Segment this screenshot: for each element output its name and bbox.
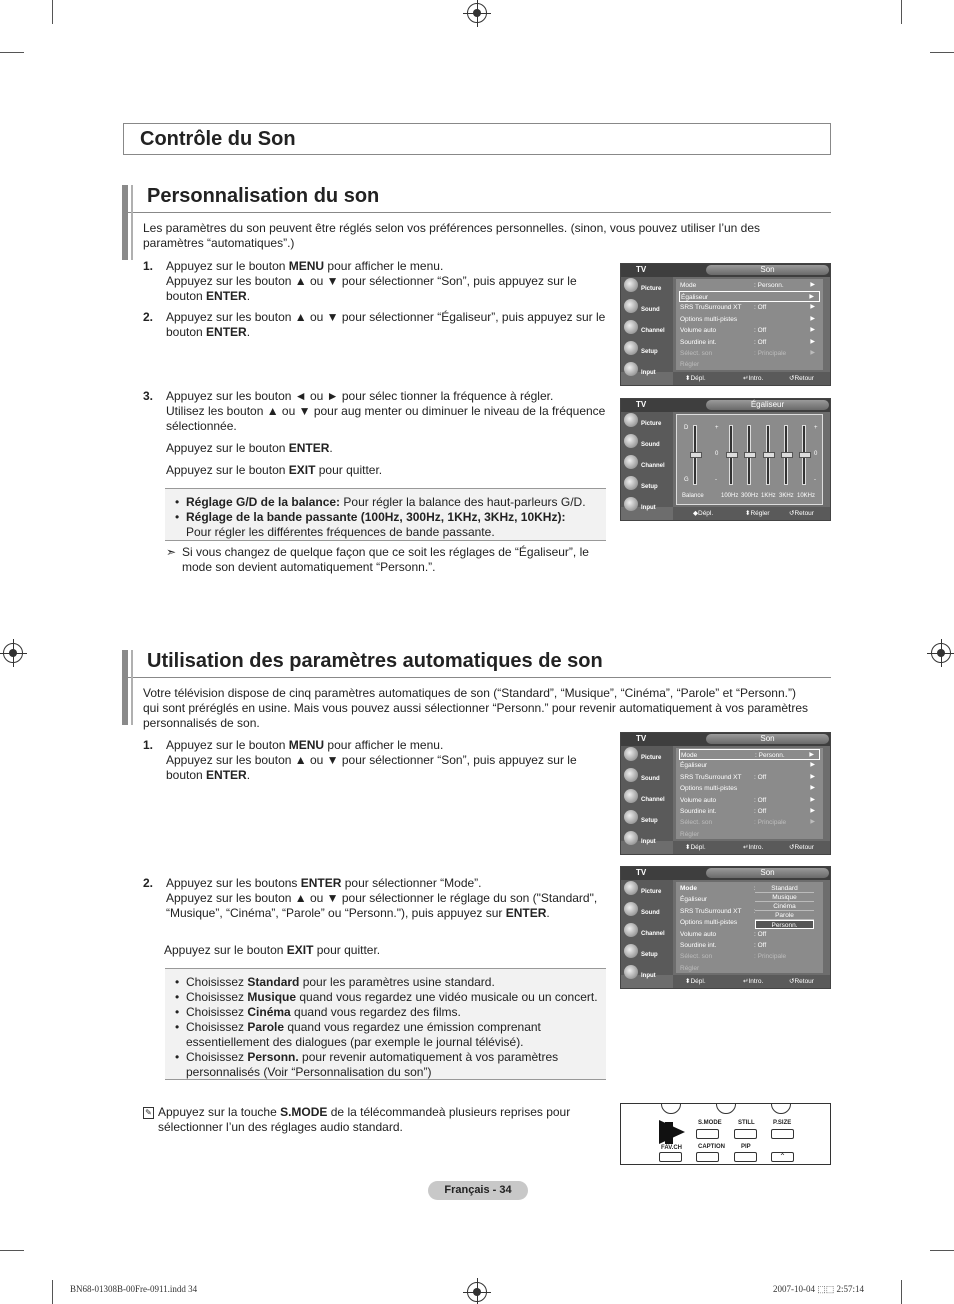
- crop-mark: [930, 52, 954, 53]
- osd-row: Volume auto : Off: [680, 931, 767, 938]
- channel-icon: [624, 789, 638, 803]
- eq-label: 0: [814, 451, 818, 457]
- osd-title: Son: [706, 265, 829, 275]
- osd-side-label: Sound: [641, 910, 660, 916]
- pip-button: [734, 1152, 757, 1162]
- osd-row: SRS TruSurround XT: [680, 908, 742, 915]
- note-item: • Choisissez Musique quand vous regardez une vidéo musicale ou un concert.: [175, 990, 598, 1005]
- registration-mark-icon: [931, 643, 951, 663]
- mode-dropdown: [755, 884, 814, 929]
- remote-label: PIP: [741, 1144, 751, 1150]
- osd-row: Volume auto : Off ▶: [680, 327, 815, 334]
- step-text: Appuyez sur les bouton ◄ ou ► pour sélec tionner la fréquence à régler. Utilisez les bouton ▲ ou ▼ pour aug menter ou diminuer le niveau de la fréquence sélectionnée.: [166, 389, 606, 433]
- footer-file-info: BN68-01308B-00Fre-0911.indd 34: [70, 1284, 198, 1294]
- osd-title: Son: [706, 868, 829, 878]
- note-box: [165, 968, 606, 1080]
- osd-footer: ⬍ Dépl. ↵ Intro. ↺ Retour: [673, 975, 830, 988]
- step-number: 1.: [143, 259, 154, 273]
- still-button: [734, 1129, 757, 1139]
- input-icon: [624, 362, 638, 376]
- eq-band-label: 300Hz: [741, 493, 759, 499]
- note-item: • Réglage de la bande passante (100Hz, 300Hz, 1KHz, 3KHz, 10KHz): Pour régler les différentes fréquences de bande passante.: [175, 510, 598, 540]
- section-header: [122, 185, 831, 213]
- step-text: Appuyez sur les boutons ENTER pour sélectionner “Mode”. Appuyez sur les bouton ▲ ou ▼ pour sélectionner le réglage du son ("Standard", “Musique”, “Cinéma”, “Parole” ou “Personn."), puis appuyez sur ENTER.: [166, 876, 598, 920]
- eq-label: -: [814, 477, 816, 483]
- equalizer-panel: [676, 414, 823, 505]
- osd-title: Égaliseur: [706, 400, 829, 410]
- section-title: Utilisation des paramètres automatiques de son: [147, 650, 603, 672]
- mode-option-selected: Personn.: [755, 920, 814, 929]
- favch-button: [659, 1152, 682, 1162]
- balance-slider: [693, 425, 697, 485]
- osd-side-label: Input: [641, 370, 656, 376]
- remote-label: FAV.CH: [661, 1145, 683, 1151]
- sound-icon: [624, 434, 638, 448]
- osd-side-label: Sound: [641, 442, 660, 448]
- osd-side-label: Channel: [641, 797, 665, 803]
- remote-label: P.SIZE: [773, 1120, 792, 1126]
- tip-arrow-icon: ➣: [166, 545, 177, 559]
- remote-round-button: [661, 1103, 681, 1114]
- step-text: Appuyez sur le bouton ENTER.: [166, 441, 333, 455]
- osd-side-label: Setup: [641, 349, 658, 355]
- eq-band-label: 10KHz: [797, 493, 816, 499]
- page-number: Français - 34: [428, 1181, 528, 1200]
- osd-panel: [676, 279, 823, 370]
- remote-label: S.MODE: [698, 1120, 722, 1126]
- eq-label: D: [684, 425, 689, 431]
- tip-text: Si vous changez de quelque façon que ce soit les réglages de “Égaliseur”, le mode son devient automatiquement “Personn.”.: [182, 545, 589, 574]
- registration-mark-icon: [467, 3, 487, 23]
- osd-side-label: Channel: [641, 931, 665, 937]
- step-number: 3.: [143, 389, 154, 403]
- osd-tv-label: TV: [636, 868, 647, 877]
- section-title: Personnalisation du son: [147, 185, 380, 207]
- picture-icon: [624, 278, 638, 292]
- osd-row: SRS TruSurround XT : Off ▶: [680, 774, 815, 781]
- osd-row: Options multi-pistes ▶: [680, 785, 815, 792]
- crop-mark: [901, 1280, 902, 1304]
- osd-row: Égaliseur ▶: [679, 291, 820, 302]
- osd-row: SRS TruSurround XT : Off ▶: [680, 304, 815, 311]
- section-intro: Les paramètres du son peuvent être réglés selon vos préférences personnelles. (sinon, vous pouvez utiliser l’un des paramètres “automatiques”.): [143, 221, 761, 250]
- step-text: Appuyez sur le bouton MENU pour afficher le menu. Appuyez sur les bouton ▲ ou ▼ pour sélectionner “Son”, puis appuyez sur le bouton ENTER.: [166, 738, 577, 782]
- note-item: • Réglage G/D de la balance: Pour régler la balance des haut-parleurs G/D.: [175, 495, 598, 510]
- eq-label: G: [684, 477, 689, 483]
- osd-side-label: Sound: [641, 307, 660, 313]
- step-number: 2.: [143, 876, 154, 890]
- osd-row: Sélect. son : Principale: [680, 953, 787, 960]
- osd-side-label: Input: [641, 505, 656, 511]
- picture-icon: [624, 747, 638, 761]
- osd-side-label: Setup: [641, 818, 658, 824]
- mode-option: Cinéma: [755, 902, 814, 911]
- tv-mode-dropdown-screenshot: [620, 866, 831, 989]
- sound-icon: [624, 902, 638, 916]
- remote-label: CAPTION: [698, 1144, 725, 1150]
- osd-row: Sourdine int. : Off ▶: [680, 808, 815, 815]
- osd-row: Égaliseur: [680, 896, 708, 903]
- osd-row: Sourdine int. : Off: [680, 942, 767, 949]
- osd-row: Régler: [680, 361, 700, 368]
- setup-icon: [624, 476, 638, 490]
- osd-row: Régler: [680, 831, 700, 838]
- band-slider-3khz: [784, 425, 788, 485]
- osd-row: Sélect. son : Principale ▶: [680, 350, 815, 357]
- osd-row: Mode : Personn. ▶: [679, 749, 820, 760]
- osd-row: Sélect. son : Principale ▶: [680, 819, 815, 826]
- chevron-up-icon: ⌃: [771, 1152, 794, 1162]
- osd-tv-label: TV: [636, 265, 647, 274]
- channel-icon: [624, 455, 638, 469]
- osd-sidebar: [621, 880, 673, 979]
- band-slider-1khz: [766, 425, 770, 485]
- input-icon: [624, 965, 638, 979]
- chapter-title: Contrôle du Son: [140, 128, 296, 150]
- osd-side-label: Sound: [641, 776, 660, 782]
- registration-mark-icon: [467, 1282, 487, 1302]
- note-icon: ✎: [143, 1107, 154, 1119]
- smode-note: Appuyez sur la touche S.MODE de la télécommandeà plusieurs reprises pour sélectionner l’un des réglages audio standard.: [158, 1105, 571, 1134]
- setup-icon: [624, 944, 638, 958]
- band-slider-10khz: [802, 425, 806, 485]
- osd-side-label: Setup: [641, 952, 658, 958]
- osd-side-label: Channel: [641, 463, 665, 469]
- eq-band-label: 3KHz: [779, 493, 794, 499]
- section-bar: [122, 650, 128, 725]
- osd-footer: ⬍ Dépl. ↵ Intro. ↺ Retour: [673, 841, 830, 854]
- osd-footer: ⬍ Dépl. ↵ Intro. ↺ Retour: [673, 372, 830, 385]
- note-item: • Choisissez Parole quand vous regardez une émission comprenant essentiellement des dialogues (par exemple le journal télévisé).: [175, 1020, 598, 1050]
- mode-option: Parole: [755, 911, 814, 920]
- osd-side-label: Input: [641, 973, 656, 979]
- channel-icon: [624, 320, 638, 334]
- section-intro: Votre télévision dispose de cinq paramètres automatiques de son (“Standard”, “Musique”, “Cinéma”, “Parole” et “Personn.”) qui sont préréglés en usine. Mais vous pouvez aussi sélectionner “Personn.” pour revenir automatiquement à vos paramètres personnalisés de son.: [143, 686, 809, 730]
- sound-icon: [624, 299, 638, 313]
- eq-band-label: Balance: [682, 493, 704, 499]
- crop-mark: [52, 0, 53, 24]
- sound-icon: [624, 768, 638, 782]
- footer-timestamp: 2007-10-04 ⬚⬚ 2:57:14: [773, 1284, 865, 1294]
- osd-side-label: Picture: [641, 889, 662, 895]
- eq-label: 0: [715, 451, 719, 457]
- step-number: 1.: [143, 738, 154, 752]
- osd-footer: ◆ Dépl. ⬍ Régler ↺ Retour: [673, 507, 830, 520]
- eq-band-label: 100Hz: [721, 493, 739, 499]
- osd-sidebar: [621, 746, 673, 845]
- osd-panel: [676, 882, 823, 973]
- crop-mark: [930, 1250, 954, 1251]
- picture-icon: [624, 413, 638, 427]
- input-icon: [624, 831, 638, 845]
- note-box: [165, 488, 606, 541]
- step-text: Appuyez sur le bouton MENU pour afficher le menu. Appuyez sur les bouton ▲ ou ▼ pour sélectionner “Son”, puis appuyez sur le bouton ENTER.: [166, 259, 577, 303]
- caption-button: [696, 1152, 719, 1162]
- osd-panel: [676, 748, 823, 839]
- osd-tv-label: TV: [636, 734, 647, 743]
- osd-row: Régler: [680, 965, 700, 972]
- crop-mark: [52, 1280, 53, 1304]
- osd-side-label: Picture: [641, 755, 662, 761]
- osd-tv-label: TV: [636, 400, 647, 409]
- osd-side-label: Picture: [641, 286, 662, 292]
- pointer-arrow-icon: [665, 1122, 673, 1144]
- remote-round-button: [716, 1103, 736, 1114]
- input-icon: [624, 497, 638, 511]
- psize-button: [771, 1129, 794, 1139]
- remote-control-image: [620, 1103, 831, 1165]
- eq-band-label: 1KHz: [761, 493, 776, 499]
- chapter-header: [123, 123, 831, 155]
- mode-option: Musique: [755, 893, 814, 902]
- channel-icon: [624, 923, 638, 937]
- section-bar: [122, 185, 128, 260]
- eq-label: +: [715, 425, 719, 431]
- picture-icon: [624, 881, 638, 895]
- osd-sidebar: [621, 412, 673, 511]
- osd-title: Son: [706, 734, 829, 744]
- step-text: Appuyez sur le bouton EXIT pour quitter.: [166, 463, 383, 477]
- osd-row: Égaliseur ▶: [680, 762, 815, 769]
- crop-mark: [901, 0, 902, 24]
- tv-menu-screenshot: [620, 263, 831, 386]
- osd-row: Sourdine int. : Off ▶: [680, 339, 815, 346]
- osd-row: Mode: [680, 885, 697, 892]
- step-text: Appuyez sur les bouton ▲ ou ▼ pour sélectionner “Égaliseur”, puis appuyez sur le bouton ENTER.: [166, 310, 606, 339]
- step-number: 2.: [143, 310, 154, 324]
- band-slider-300hz: [747, 425, 751, 485]
- crop-mark: [0, 1250, 24, 1251]
- mode-option: Standard: [755, 884, 814, 893]
- osd-row: Volume auto : Off ▶: [680, 797, 815, 804]
- section-header: [122, 650, 831, 678]
- osd-row: Options multi-pistes ▶: [680, 316, 815, 323]
- osd-sidebar: [621, 277, 673, 376]
- setup-icon: [624, 810, 638, 824]
- note-item: • Choisissez Cinéma quand vous regardez des films.: [175, 1005, 598, 1020]
- tv-equalizer-screenshot: [620, 398, 831, 521]
- eq-label: -: [715, 477, 717, 483]
- crop-mark: [0, 52, 24, 53]
- osd-row: Mode : Personn. ▶: [680, 282, 815, 289]
- setup-icon: [624, 341, 638, 355]
- osd-side-label: Setup: [641, 484, 658, 490]
- smode-button: [696, 1129, 719, 1139]
- remote-round-button: [771, 1103, 791, 1114]
- note-item: • Choisissez Personn. pour revenir automatiquement à vos paramètres personnalisés (Voir “Personnalisation du son”): [175, 1050, 598, 1080]
- tv-menu-screenshot: [620, 732, 831, 855]
- osd-row: Options multi-pistes: [680, 919, 738, 926]
- osd-side-label: Channel: [641, 328, 665, 334]
- osd-side-label: Picture: [641, 421, 662, 427]
- section-bar: [131, 185, 133, 260]
- step-text: Appuyez sur le bouton EXIT pour quitter.: [164, 943, 381, 957]
- note-item: • Choisissez Standard pour les paramètres usine standard.: [175, 975, 598, 990]
- registration-mark-icon: [3, 643, 23, 663]
- remote-label: STILL: [738, 1120, 755, 1126]
- band-slider-100hz: [729, 425, 733, 485]
- eq-label: +: [814, 425, 818, 431]
- section-bar: [131, 650, 133, 725]
- osd-side-label: Input: [641, 839, 656, 845]
